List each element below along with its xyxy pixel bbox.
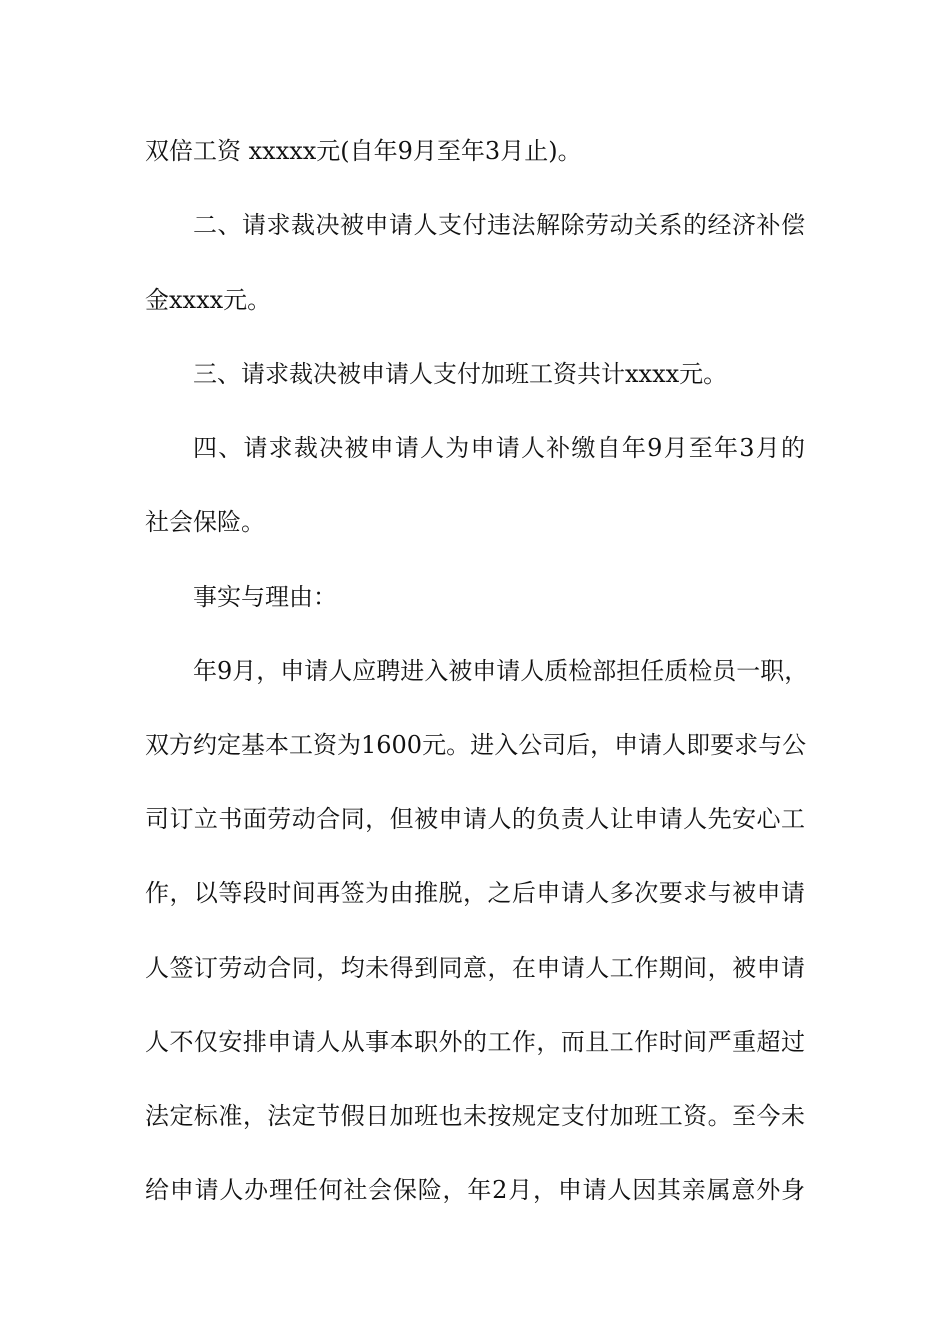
text-line-claim-2-cont: 金xxxx元。 [145, 286, 272, 314]
text-line-claim-4: 四、请求裁决被申请人为申请人补缴自年9月至年3月的 [193, 434, 805, 462]
text-line-facts-6: 人不仅安排申请人从事本职外的工作，而且工作时间严重超过 [145, 1028, 805, 1056]
text-line-facts-7: 法定标准，法定节假日加班也未按规定支付加班工资。至今未 [145, 1102, 805, 1130]
text-line-claim-4-cont: 社会保险。 [145, 508, 265, 536]
text-line-facts-5: 人签订劳动合同，均未得到同意，在申请人工作期间，被申请 [145, 954, 805, 982]
section-heading-facts: 事实与理由： [193, 583, 337, 611]
text-line-facts-3: 司订立书面劳动合同，但被申请人的负责人让申请人先安心工 [145, 805, 805, 833]
text-line-facts-1: 年9月，申请人应聘进入被申请人质检部担任质检员一职， [193, 657, 809, 685]
text-line-double-wage: 双倍工资 xxxxx元(自年9月至年3月止)。 [145, 137, 582, 165]
text-line-facts-4: 作，以等段时间再签为由推脱，之后申请人多次要求与被申请 [145, 879, 805, 907]
text-line-claim-2: 二、请求裁决被申请人支付违法解除劳动关系的经济补偿 [193, 211, 805, 239]
text-line-facts-2: 双方约定基本工资为1600元。进入公司后，申请人即要求与公 [145, 731, 807, 759]
text-line-claim-3: 三、请求裁决被申请人支付加班工资共计xxxx元。 [193, 360, 728, 388]
text-line-facts-8: 给申请人办理任何社会保险，年2月，申请人因其亲属意外身 [145, 1176, 805, 1204]
